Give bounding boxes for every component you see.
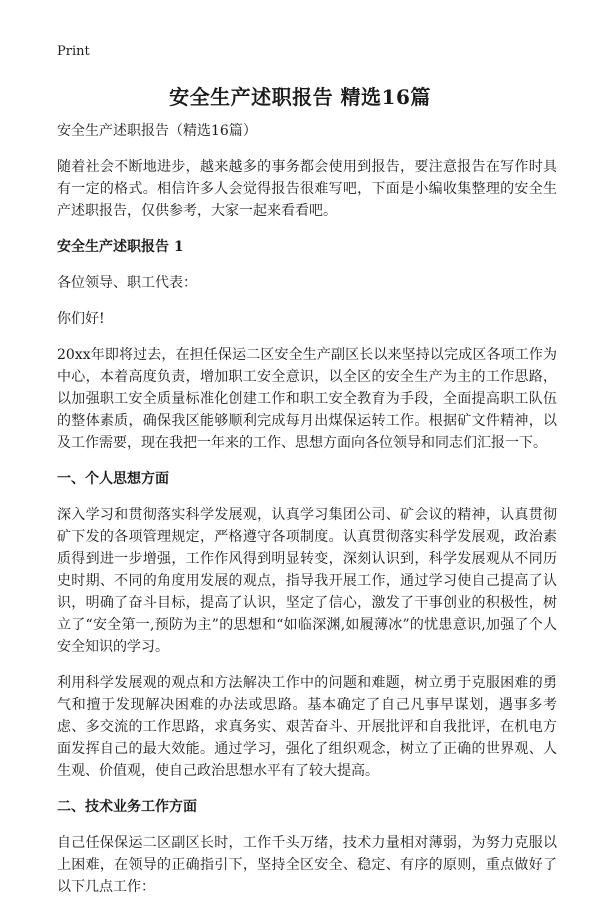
- body-paragraph: 利用科学发展观的观点和方法解决工作中的问题和难题，树立勇于克服困难的勇气和擅于发现解决困难的办法或思路。基本确定了自己凡事早谋划，遇事多考虑、多交流的工作思路，求真务实、艰苦奋斗、开展批评和自我批评，在机电方面发挥自己的最大效能。通过学习，强化了组织观念，树立了正确的世界观、人生观、价值观，使自己政治思想水平有了较大提高。: [57, 675, 557, 779]
- document-body: [57, 120, 557, 912]
- body-paragraph: 20xx年即将过去，在担任保运二区安全生产副区长以来坚持以完成区各项工作为中心，本着高度负责，增加职工安全意识，以全区的安全生产为主的工作思路，以加强职工安全质量标准化创建工作和职工安全教育为手段，全面提高职工队伍的整体素质，确保我区能够顺利完成每月出煤保运转工作。根据矿文件精神，以及工作需要，现在我把一年来的工作、思想方面向各位领导和同志们汇报一下。: [57, 347, 557, 451]
- body-paragraph: 深入学习和贯彻落实科学发展观，认真学习集团公司、矿会议的精神，认真贯彻矿下发的各项管理规定，严格遵守各项制度。认真贯彻落实科学发展观，政治素质得到进一步增强，工作作风得到明显转变，深刻认识到，科学发展观从不同历史时期、不同的角度用发展的观点，指导我开展工作，通过学习使自己提高了认识，明确了奋斗目标，提高了认识，坚定了信心，激发了干事创业的积极性，树立了“安全第一,预防为主”的思想和“如临深渊,如履薄冰”的忧患意识,加强了个人安全知识的学习。: [57, 507, 557, 655]
- section-heading-tech: 二、技术业务工作方面: [57, 799, 197, 815]
- body-paragraph: 自己任保保运二区副区长时，工作千头万绪，技术力量相对薄弱，为努力克服以上困难，在领导的正确指引下，坚持全区安全、稳定、有序的原则，重点做好了以下几点工作：: [57, 835, 557, 895]
- print-label: Print: [57, 44, 90, 59]
- section-heading: 安全生产述职报告 1: [57, 239, 184, 255]
- intro-paragraph: 随着社会不断地进步，越来越多的事务都会使用到报告，要注意报告在写作时具有一定的格式。相信许多人会觉得报告很难写吧，下面是小编收集整理的安全生产述职报告，仅供参考，大家一起来看看吧。: [57, 159, 557, 219]
- section-heading-personal: 一、个人思想方面: [57, 471, 169, 487]
- document-title: 安全生产述职报告 精选16篇: [169, 85, 431, 109]
- document-subtitle: 安全生产述职报告（精选16篇）: [57, 123, 257, 139]
- hello-paragraph: 你们好!: [57, 311, 105, 327]
- greeting-paragraph: 各位领导、职工代表：: [57, 275, 197, 291]
